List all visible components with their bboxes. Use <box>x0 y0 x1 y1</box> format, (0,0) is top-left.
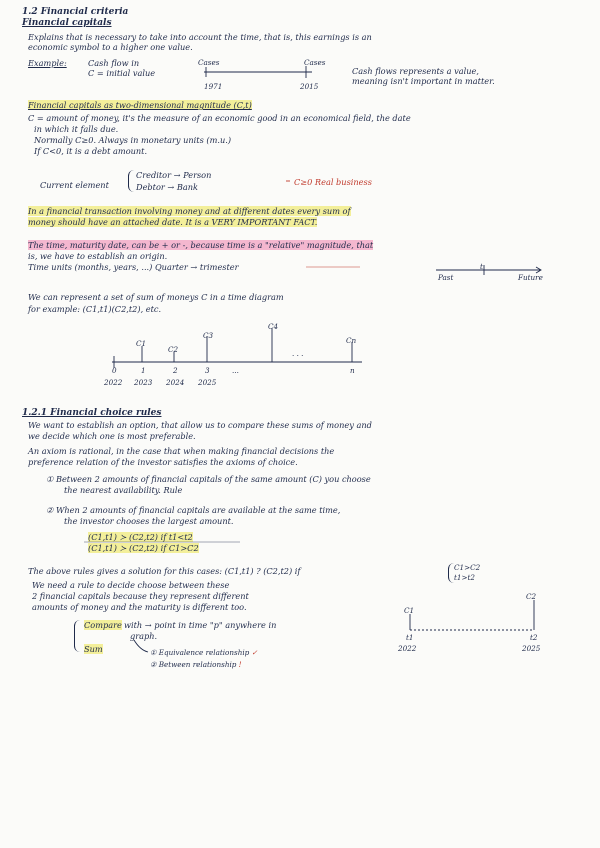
diagram-dots: · · · <box>292 351 304 360</box>
section-line: we decide which one is most preferable. <box>28 431 196 441</box>
paragraph-line: The time, maturity date, can be + or -, because time is a "relative" magnitude, that <box>28 240 374 250</box>
diagram-point-label: C4 <box>268 322 279 331</box>
rule-box-line: (C1,t1) ≻ (C2,t2) if t1<t2 <box>88 532 193 542</box>
current-element-label: Current element <box>40 180 109 190</box>
intro-line: Explains that is necessary to take into account the time, that is, this earnings is an <box>28 32 372 42</box>
section-line: An axiom is rational, in the case that when making financial decisions the <box>28 446 335 456</box>
diagram-year: 2023 <box>134 378 153 387</box>
example-right-line: Cash flows represents a value, <box>352 66 479 76</box>
example-timeline-top: Cases <box>198 58 220 67</box>
diagram-year: 2025 <box>198 378 217 387</box>
example-label: Example: <box>28 58 67 68</box>
diagram-point-label: C1 <box>136 339 147 348</box>
rule-line: ① Between 2 amounts of financial capitals of the same amount (C) you choose <box>46 474 371 484</box>
closing-case: t1>t2 <box>454 573 475 582</box>
example-left-line: Cash flow in <box>88 58 140 68</box>
rule-line: ② When 2 amounts of financial capitals are available at the same time, <box>46 505 341 515</box>
compare-text: with → point in time "p" anywhere in <box>124 620 277 630</box>
rule-line: the nearest availability. Rule <box>64 485 183 495</box>
closing-line: We need a rule to decide choose between these <box>32 580 230 590</box>
mini-top-label: C1 <box>404 606 415 615</box>
example-left-line: C = initial value <box>88 68 156 78</box>
section-heading: 1.2.1 Financial choice rules <box>22 408 162 418</box>
diagram-tick-label: 1 <box>141 366 146 375</box>
closing-case: C1>C2 <box>454 563 481 572</box>
paragraph-line: We can represent a set of sum of moneys C in a time diagram <box>28 292 284 302</box>
paragraph-line: money should have an attached date. It is a VERY IMPORTANT FACT. <box>28 217 318 227</box>
closing-line: amounts of money and the maturity is different too. <box>32 602 247 612</box>
current-element-note: C≥0 Real business <box>294 177 372 187</box>
diagram-tick-label: 0 <box>112 366 117 375</box>
current-element-item: Creditor → Person <box>136 170 212 180</box>
example-timeline-bottom: 2015 <box>300 82 319 91</box>
example-right-line: meaning isn't important in matter. <box>352 76 495 86</box>
diagram-point-label: C2 <box>168 345 179 354</box>
diagram-tick-label: 2 <box>173 366 178 375</box>
diagram-tick-label: ... <box>232 366 239 375</box>
axis-origin: t <box>480 262 483 271</box>
diagram-tick-label: n <box>350 366 355 375</box>
definition-line: in which it falls due. <box>34 124 119 134</box>
paragraph-line: In a financial transaction involving money and at different dates every sum of <box>28 206 351 216</box>
definition-line: Normally C≥0. Always in monetary units (m.u.) <box>34 135 232 145</box>
intro-line: economic symbol to a higher one value. <box>28 42 193 52</box>
page-title: 1.2 Financial criteria <box>22 7 129 17</box>
paragraph-line: for example: (C1,t1)(C2,t2), etc. <box>28 304 162 314</box>
rule-line: the investor chooses the largest amount. <box>64 516 234 526</box>
example-timeline-top: Cases <box>304 58 326 67</box>
sum-label: Sum <box>84 644 103 654</box>
sum-item: ① Equivalence relationship ✓ <box>150 648 258 657</box>
compare-text: graph. <box>130 631 158 641</box>
diagram-tick-label: 3 <box>205 366 210 375</box>
closing-line: The above rules gives a solution for this cases: (C1,t1) ? (C2,t2) if <box>28 566 301 576</box>
page-subtitle: Financial capitals <box>22 18 112 28</box>
mini-bottom-label: t1 <box>406 633 414 642</box>
paragraph-line: is, we have to establish an origin. <box>28 251 168 261</box>
mini-top-label: C2 <box>526 592 537 601</box>
axis-past: Past <box>438 273 454 282</box>
mini-year: 2025 <box>522 644 541 653</box>
rule-box-line: (C1,t1) ≻ (C2,t2) if C1>C2 <box>88 543 199 553</box>
current-element-item: Debtor → Bank <box>136 182 198 192</box>
compare-label: Compare <box>84 620 122 630</box>
section-line: preference relation of the investor satisfies the axioms of choice. <box>28 457 298 467</box>
mini-year: 2022 <box>398 644 417 653</box>
compare-arrow <box>134 640 148 652</box>
definition-heading: Financial capitals as two-dimensional magnitude (C,t) <box>28 100 252 110</box>
example-timeline-bottom: 1971 <box>204 82 223 91</box>
mini-bottom-label: t2 <box>530 633 538 642</box>
axis-future: Future <box>518 273 543 282</box>
closing-line: 2 financial capitals because they represent different <box>32 591 249 601</box>
diagram-year: 2022 <box>104 378 123 387</box>
diagram-point-label: C3 <box>203 331 214 340</box>
definition-line: C = amount of money, it's the measure of an economic good in an economical field, the date <box>28 113 411 123</box>
paragraph-line: Time units (months, years, ...) Quarter → trimester <box>28 262 239 272</box>
sum-item: ② Between relationship ! <box>150 660 242 669</box>
diagram-point-label: Cn <box>346 336 357 345</box>
definition-line: If C<0, it is a debt amount. <box>34 146 148 156</box>
section-line: We want to establish an option, that allow us to compare these sums of money and <box>28 420 372 430</box>
diagram-year: 2024 <box>166 378 185 387</box>
